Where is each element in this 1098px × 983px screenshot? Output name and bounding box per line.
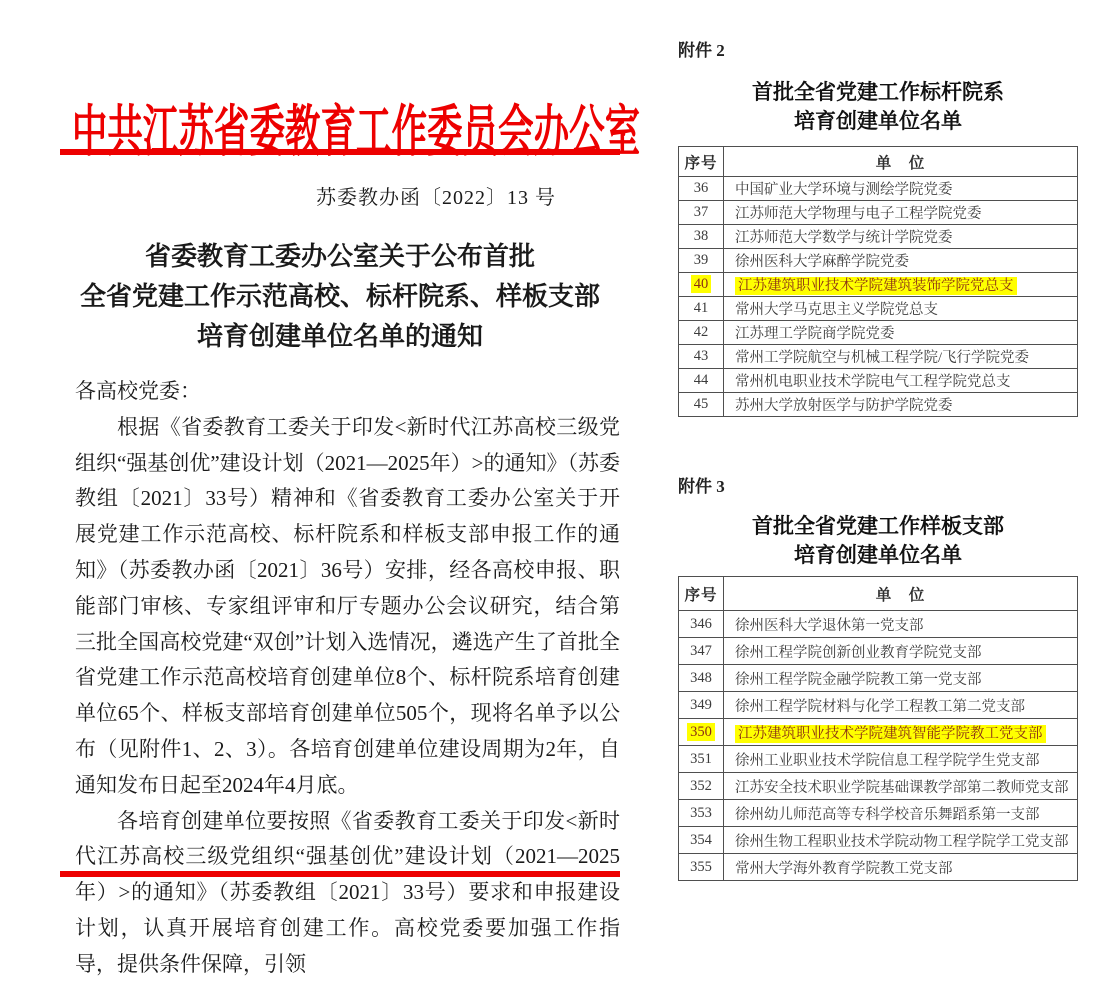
attachment3-label: 附件 3 <box>678 477 725 496</box>
attachment2-title <box>678 78 1078 136</box>
row-unit-text: 徐州医科大学退休第一党支部 <box>735 617 924 634</box>
document-number: 苏委教办函〔2022〕13 号 <box>316 187 556 209</box>
row-serial-cell <box>679 665 724 692</box>
row-serial-cell <box>679 249 724 273</box>
notice-body <box>75 374 620 983</box>
row-unit-cell <box>724 611 1078 638</box>
row-unit-cell <box>724 665 1078 692</box>
row-serial-cell <box>679 854 724 881</box>
row-serial-text: 39 <box>693 252 709 268</box>
letterhead-title: 中共江苏省委教育工作委员会办公室 <box>71 102 641 164</box>
table-row <box>679 321 1078 345</box>
table-row <box>679 201 1078 225</box>
letterhead-divider <box>60 149 620 155</box>
row-unit-cell <box>724 827 1078 854</box>
attachment3-title <box>678 512 1078 570</box>
row-unit-cell <box>724 773 1078 800</box>
table-row <box>679 225 1078 249</box>
row-serial-text: 348 <box>690 669 712 686</box>
row-serial-cell <box>679 297 724 321</box>
body-paragraph-2: 各培育创建单位要按照《省委教育工委关于印发<新时代江苏高校三级党组织“强基创优”建设计划（2021—2025年）>的通知》（苏委教组〔2021〕33号）要求和申报建设计划，认真开展培育创建工作。高校党委要加强工作指导，提供条件保障，引领 <box>75 808 620 976</box>
notice-title-line-1: 省委教育工委办公室关于公布首批 <box>144 242 535 271</box>
column-header-serial: 序号 <box>679 577 724 611</box>
row-serial-text: 41 <box>693 300 709 316</box>
row-unit-text: 徐州工程学院材料与化学工程教工第二党支部 <box>735 698 1025 715</box>
row-unit-text: 徐州生物工程职业技术学院动物工程学院学工党支部 <box>735 833 1069 850</box>
row-unit-text: 江苏师范大学数学与统计学院党委 <box>735 230 953 246</box>
attachment3-title-line-1: 首批全省党建工作样板支部 <box>752 514 1004 538</box>
row-unit-cell <box>724 800 1078 827</box>
row-serial-text: 38 <box>693 228 709 244</box>
row-serial-cell <box>679 225 724 249</box>
table-row <box>679 273 1078 297</box>
table-header-row <box>679 147 1078 177</box>
row-serial-text: 37 <box>693 204 709 220</box>
table-row <box>679 719 1078 746</box>
row-unit-text: 江苏理工学院商学院党委 <box>735 326 895 342</box>
row-serial-text: 45 <box>693 396 709 412</box>
row-unit-cell <box>724 249 1078 273</box>
row-serial-cell <box>679 773 724 800</box>
row-serial-cell <box>679 345 724 369</box>
table-row <box>679 177 1078 201</box>
table-row <box>679 854 1078 881</box>
table-row <box>679 611 1078 638</box>
row-unit-text: 常州机电职业技术学院电气工程学院党总支 <box>735 374 1011 390</box>
row-serial-cell <box>679 369 724 393</box>
row-serial-text: 350 <box>687 723 715 741</box>
row-unit-text: 江苏建筑职业技术学院建筑装饰学院党总支 <box>735 277 1017 295</box>
row-unit-text: 徐州工程学院金融学院教工第一党支部 <box>735 671 982 688</box>
row-serial-text: 43 <box>693 348 709 364</box>
row-serial-text: 351 <box>690 750 712 767</box>
table-row <box>679 692 1078 719</box>
row-unit-text: 常州大学海外教育学院教工党支部 <box>735 860 953 877</box>
attachment3-table <box>678 576 1078 881</box>
row-unit-cell <box>724 225 1078 249</box>
row-serial-text: 44 <box>693 372 709 388</box>
table-row <box>679 665 1078 692</box>
table-row <box>679 393 1078 417</box>
column-header-unit: 单 位 <box>724 147 1078 177</box>
footer-divider <box>60 871 620 877</box>
row-unit-cell <box>724 297 1078 321</box>
table-row <box>679 800 1078 827</box>
row-unit-cell <box>724 638 1078 665</box>
row-serial-text: 40 <box>691 275 712 293</box>
row-unit-cell <box>724 393 1078 417</box>
row-serial-cell <box>679 827 724 854</box>
row-serial-cell <box>679 800 724 827</box>
row-unit-text: 徐州工业职业技术学院信息工程学院学生党支部 <box>735 752 1040 769</box>
row-unit-cell <box>724 719 1078 746</box>
table-row <box>679 773 1078 800</box>
row-unit-cell <box>724 854 1078 881</box>
body-paragraph-1: 根据《省委教育工委关于印发<新时代江苏高校三级党组织“强基创优”建设计划（2021—2025年）>的通知》（苏委教组〔2021〕33号）精神和《省委教育工委办公室关于开展党建工作示范高校、标杆院系和样板支部申报工作的通知》（苏委教办函〔2021〕36号）安排，经各高校申报、职能部门审核、专家组评审和厅专题办公会议研究，结合第三批全国高校党建“双创”计划入选情况，遴选产生了首批全省党建工作示范高校培育创建单位8个、标杆院系培育创建单位65个、样板支部培育创建单位505个，现将名单予以公布（见附件1、2、3）。各培育创建单位建设周期为2年，自通知发布日起至2024年4月底。 <box>75 414 620 797</box>
row-serial-text: 346 <box>690 615 712 632</box>
row-unit-cell <box>724 177 1078 201</box>
notice-title-line-3: 培育创建单位名单的通知 <box>196 322 483 351</box>
letterhead <box>60 86 641 164</box>
table-header-row <box>679 577 1078 611</box>
table-row <box>679 638 1078 665</box>
row-serial-cell <box>679 638 724 665</box>
table-row <box>679 249 1078 273</box>
column-header-serial: 序号 <box>679 147 724 177</box>
row-unit-text: 徐州幼儿师范高等专科学校音乐舞蹈系第一支部 <box>735 806 1040 823</box>
row-serial-text: 349 <box>690 696 712 713</box>
table-row <box>679 345 1078 369</box>
row-unit-text: 中国矿业大学环境与测绘学院党委 <box>735 182 953 198</box>
column-header-unit: 单 位 <box>724 577 1078 611</box>
salutation: 各高校党委： <box>75 379 201 403</box>
attachment2-label: 附件 2 <box>678 41 725 60</box>
table-row <box>679 369 1078 393</box>
row-serial-text: 347 <box>690 642 712 659</box>
row-serial-text: 353 <box>690 804 712 821</box>
row-unit-text: 常州大学马克思主义学院党总支 <box>735 302 938 318</box>
attachment2-table <box>678 146 1078 417</box>
row-unit-text: 江苏师范大学物理与电子工程学院党委 <box>735 206 982 222</box>
attachment3-title-line-2: 培育创建单位名单 <box>794 543 962 567</box>
row-serial-cell <box>679 692 724 719</box>
row-unit-cell <box>724 273 1078 297</box>
row-serial-cell <box>679 321 724 345</box>
row-serial-cell <box>679 719 724 746</box>
table-row <box>679 746 1078 773</box>
table-row <box>679 297 1078 321</box>
row-unit-cell <box>724 692 1078 719</box>
row-serial-cell <box>679 273 724 297</box>
row-serial-cell <box>679 611 724 638</box>
notice-title <box>60 237 620 357</box>
row-unit-text: 常州工学院航空与机械工程学院/飞行学院党委 <box>735 350 1030 366</box>
row-unit-cell <box>724 369 1078 393</box>
row-unit-cell <box>724 345 1078 369</box>
row-unit-text: 江苏建筑职业技术学院建筑智能学院教工党支部 <box>735 725 1046 743</box>
row-serial-cell <box>679 201 724 225</box>
row-unit-cell <box>724 321 1078 345</box>
notice-title-line-2: 全省党建工作示范高校、标杆院系、样板支部 <box>79 282 600 311</box>
row-unit-text: 江苏安全技术职业学院基础课教学部第二教师党支部 <box>735 779 1069 796</box>
row-unit-text: 徐州工程学院创新创业教育学院党支部 <box>735 644 982 661</box>
row-unit-cell <box>724 201 1078 225</box>
attachment2-title-line-2: 培育创建单位名单 <box>794 109 962 133</box>
row-unit-text: 苏州大学放射医学与防护学院党委 <box>735 398 953 414</box>
row-serial-text: 355 <box>690 858 712 875</box>
row-serial-text: 354 <box>690 831 712 848</box>
attachments-page <box>660 0 1098 934</box>
row-unit-text: 徐州医科大学麻醉学院党委 <box>735 254 909 270</box>
row-serial-cell <box>679 393 724 417</box>
row-unit-cell <box>724 746 1078 773</box>
attachment2-title-line-1: 首批全省党建工作标杆院系 <box>752 80 1004 104</box>
row-serial-text: 42 <box>693 324 709 340</box>
row-serial-cell <box>679 746 724 773</box>
row-serial-text: 36 <box>693 180 709 196</box>
notice-page <box>60 0 641 976</box>
row-serial-cell <box>679 177 724 201</box>
table-row <box>679 827 1078 854</box>
row-serial-text: 352 <box>690 777 712 794</box>
